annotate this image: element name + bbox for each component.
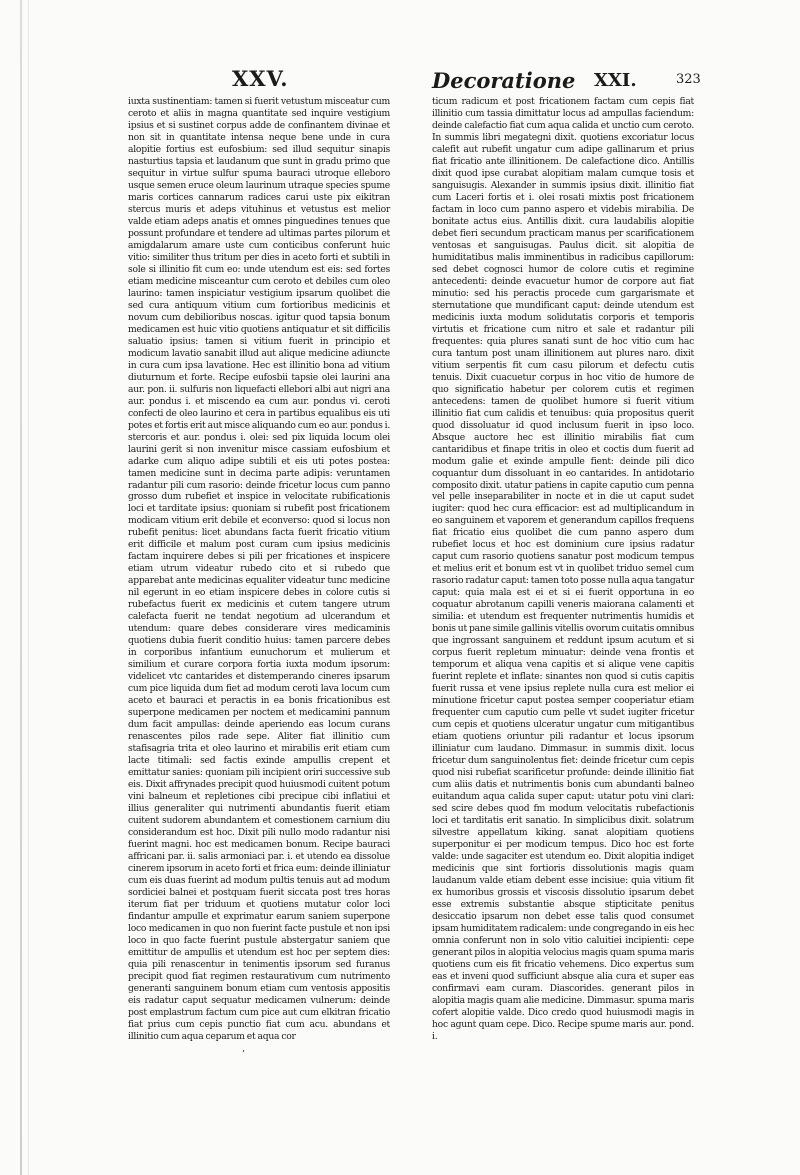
page-binding-shadow: [28, 0, 29, 1175]
text-column-left: [128, 96, 390, 1043]
page-binding-edge: [20, 0, 22, 1175]
left-signature: XXV.: [232, 66, 289, 91]
column-right-text: ticum radicum et post fricationem factam cum cepis fiat illinitio cum tassia dimittatur locus ad ampullas faciendum: deinde calefactio fiat cum aqua calida et unctio cum ceroto. In summis libri megategni dixit. quotiens excoriatur locus calefit aut rubefit ungatur cum adipe gallinarum et prius fiat fricatio ante illinitionem. De calefactione dico. Antillis dixit quod ipse curabat alopitiam malam cumque tosis et sanguisugis. Alexander in summis ipsius dixit. illinitio fiat cum Laceri fortis et i. olei rosati mixtis post fricationem factam in loco cum panno aspero et videbis mirabilia. De bonitate actus eius. Antillis dixit. cura laudabilis alopitie debet fieri secundum practicam manus per scarificationem ventosas et sanguisugas. Paulus dicit. sit alopitia de humiditatibus malis imminentibus in radicibus capillorum: sed debet cognosci humor de colore cutis et regimine antecedenti: deinde evacuetur humor de corpore aut fiat minutio: sed his peractis procede cum gargarismate et sternutatione que mundificant caput: deinde utendum est medicinis iuxta modum solidutatis corporis et temporis virtutis et fricatione cum nitro et sale et radantur pili frequentes: quia plures sanati sunt de hoc vitio cum hac cura tantum post unam illinitionem aut plures naro. dixit vitium serpentis fit cum casu pilorum et defectu cutis tenuis. Dixit cuacuetur corpus in hoc vitio de humore de quo significatio habetur per colorem cutis et regimen antecedens: tamen de quolibet humore si fuerit vitium illinitio fiat cum calidis et tenuibus: quia propositus querit quod dissoluatur id quod inclusum fuerit in ipso loco. Absque auctore hec est illinitio mirabilis fiat cum cantaridibus et finape tritis in oleo et coctis dum fuerit ad modum galie et exinde ampulle fient: deinde pili dico coquantur dum dissoluant in eo cantarides. In antidotario composito dixit. utatur patiens in capite caputio cum penna vel pelle inseparabiliter in nocte et in die ut caput sudet iugiter: quod hec cura efficacior: est ad multiplicandum in eo sanguinem et vaporem et generandum capillos frequens fiat fricatio eius quolibet die cum panno aspero dum rubefiet locus et hoc est dominium cure ipsius radatur caput cum rasorio quotiens sanatur post modicum tempus et melius erit et bonum est vt in quolibet triduo semel cum rasorio radatur caput: tamen toto posse nulla aqua tangatur caput: quia mala est ei et si ei fuerit opportuna in eo coquatur abrotanum capilli veneris maiorana calamenti et similia: et utendum est frequenter nutrimentis humidis et bonis ut pane simile gallinis vitellis ovorum cuitatis omnibus que ingrossant sanguinem et reddunt ipsum acutum et si corpus fuerit repletum minuatur: deinde vena frontis et temporum et aliqua vena capitis et si alique vene capitis fuerint replete et inflate: sinantes non quod si cutis capitis fuerit russa et vene ipsius replete nulla cura est melior ei minutione fricetur caput postea semper cooperiatur etiam frequenter cum caputio cum pelle vt sudet iugiter fricetur cum cepis et quotiens ulceratur ungatur cum mitigantibus etiam quotiens oriuntur pili radantur et locus ipsorum illiniatur cum laudano. Dimmasur. in summis dixit. locus fricetur dum sanguinolentus fiet: deinde fricetur cum cepis quod nisi rubefiat scarificetur profunde: deinde illinitio fiat cum aliis datis et nutrimentis bonis cum abundanti balneo euitandum aqua calida super caput: utatur potu vini clari: sed scire debes quod fm modum velocitatis rubefactionis loci et tarditatis erit sanatio. In simplicibus dixit. solatrum silvestre appellatum kiking. sanat alopitiam quotiens superponitur ei per modicum tempus. Dico hoc est forte valde: unde sagaciter est utendum eo. Dixit alopitia indiget medicinis que sint fortioris dissolutionis magis quam laudanum valde etiam debent esse incisiue: quia vitium fit ex humoribus grossis et viscosis dissolutio ipsarum debet esse extremis substantie absque stipticitate penitus desiccatio ipsarum non debet esse talis quod consumet ipsam humiditatem radicalem: unde congregando in eis hec omnia conferunt non in solo vitio caluitiei incipienti: cepe generant pilos in alopitia velocius magis quam spuma maris quotiens cum eis fit fricatio vehemens. Dico expertus sum eas et inveni quod sufficiunt absque alia cura et super eas confirmavi eam curam. Diascorides. generant pilos in alopitia magis quam alie medicine. Dimmasur. spuma maris cofert alopitie valde. Dico credo quod huiusmodi magis in hoc agunt quam cepe. Dico. Recipe spume maris aur. pond. i.: [432, 96, 694, 1042]
footer-mark: ’: [242, 1050, 245, 1060]
folio-number: 323: [676, 72, 701, 87]
column-left-text: iuxta sustinentiam: tamen si fuerit vetustum misceatur cum ceroto et aliis in magna quantitate sed inquire vestigium ipsius et si sustinet corpus adde de confinantem divinae et non sit in quantitate intensa neque bene unde in cura alopitie fortius est eufosbium: sed illud sequitur sinapis nasturtius tapsia et laudanum que sunt in gradu primo que sequitur in virtue sulfur spuma bauraci utroque elleboro usque semen eruce oleum laurinum utraque species spume maris cortices cannarum radices carui uste pix eikitran stercus muris et adeps vituhinus et vetustus est melior valde etiam adeps anatis et omnes pinguedines tenues que possunt profundare et tendere ad ultimas partes pilorum et amigdalarum amare uste cum conticibus conferunt huic vitio: similiter thus tritum per dies in aceto forti et subtili in sole si illinitio fit cum eo: unde utendum est eis: sed fortes etiam medicine misceantur cum ceroto et debiles cum oleo laurino: tamen inspiciatur vestigium ipsarum quolibet die sed cura antiquum vitium cum fortioribus medicinis et novum cum debilioribus noscas. igitur quod tapsia bonum medicamen est huic vitio quotiens antiquatur et sit difficilis saluatio ipsius: tamen si vitium fuerit in principio et modicum lavatio sanabit illud aut alique medicine adiuncte in cura cum ipsa lavatione. Hec est illinitio bona ad vitium diuturnum et forte. Recipe eufosbii tapsie olei laurini ana aur. pon. ii. sulfuris non liquefacti ellebori albi aut nigri ana aur. pondus i. et miscendo ea cum aur. pondus vi. ceroti confecti de oleo laurino et cera in partibus equalibus eis uti potes et fortis erit aut misce aliquando cum eo aur. pondus i. stercoris et aur. pondus i. olei: sed pix liquida locum olei laurini gerit si non invenitur misce cassiam eufosbium et adarke cum aliquo adipe subtili et eis uti potes postea: tamen medicine sunt in decima parte adipis: veruntamen radantur pili cum rasorio: deinde fricetur locus cum panno grosso dum rubefiet et inspice in velocitate rubificationis loci et tarditate ipsius: quoniam si rubefit post fricationem modicam vitium erit debile et econverso: quod si locus non rubefit penitus: licet abundans facta fuerit fricatio vitium erit difficile et malum post curam cum ipsius medicinis factam inquirere debes si pili per fricationes et inspicere etiam utrum videatur rubedo cito et si rubedo que apparebat ante medicinas equaliter videatur tunc medicine nil egerunt in eo etiam inspicere debes in colore cutis si rubefactus fuerit ex medicinis et cutem tangere utrum calefacta fuerit ne tendat negotium ad ulcerandum et utendum: quare debes considerare vires medicaminis quotiens dubia fuerit conditio huius: tamen parcere debes in corporibus infantium eunuchorum et mulierum et similium et curare corpora fortia iuxta modum ipsorum: videlicet vtc cantarides et distemperando cineres ipsarum cum pice liquida dum fiet ad modum ceroti lava locum cum aceto et bauraci et peractis in ea bonis fricationibus est superpone medicamen per noctem et medicamini pannum dum facit ampullas: deinde aperiendo eas locum curans renascentes pilos rade sepe. Aliter fiat illinitio cum stafisagria trita et oleo laurino et mirabilis erit etiam cum lacte titimali: sed factis exinde ampullis crepent et emittatur sanies: quoniam pili incipient oriri successive sub eis. Dixit affrynades precipit quod huiusmodi cuitent potum vini balneum et repletiones cibi precipue cibi inflatiui et illius generaliter qui nutrimenti abundantis fuerit etiam cuitent sudorem abundantem et comestionem carnium diu considerandum est hoc. Dixit pili nullo modo radantur nisi fuerint magni. hoc est medicamen bonum. Recipe bauraci affricani par. ii. salis armoniaci par. i. et utendo ea dissolue cinerem ipsorum in aceto forti et frica eum: deinde illiniatur cum eis duas fuerint ad modum pultis tenuis aut ad modum sordiciei balnei et postquam fuerit siccata post tres horas iterum fiat per triduum et quotiens mutatur color loci findantur ampulle et exprimatur earum saniem superpone loco medicamen in quo non fuerint facte pustule et non ipsi loco in quo facte fuerint pustule abstergatur saniem que emittitur de ampullis et utendum est hoc per septem dies: quia pili renascentur in tenimentis ipsorum sed furanus precipit quod fiat regimen restaurativum cum nutrimento generanti sanguinem bonum etiam cum ventosis appositis eis radatur caput sequatur medicamen vulnerum: deinde post emplastrum factum cum pice aut cum elkitran fricatio fiat prius cum cepis punctio fiat cum acu. abundans et illinitio cum aqua ceparum et aqua cor: [128, 96, 390, 1042]
right-signature: XXI.: [594, 70, 637, 91]
running-title: Decoratione: [432, 68, 576, 93]
text-column-right: [432, 96, 694, 1043]
